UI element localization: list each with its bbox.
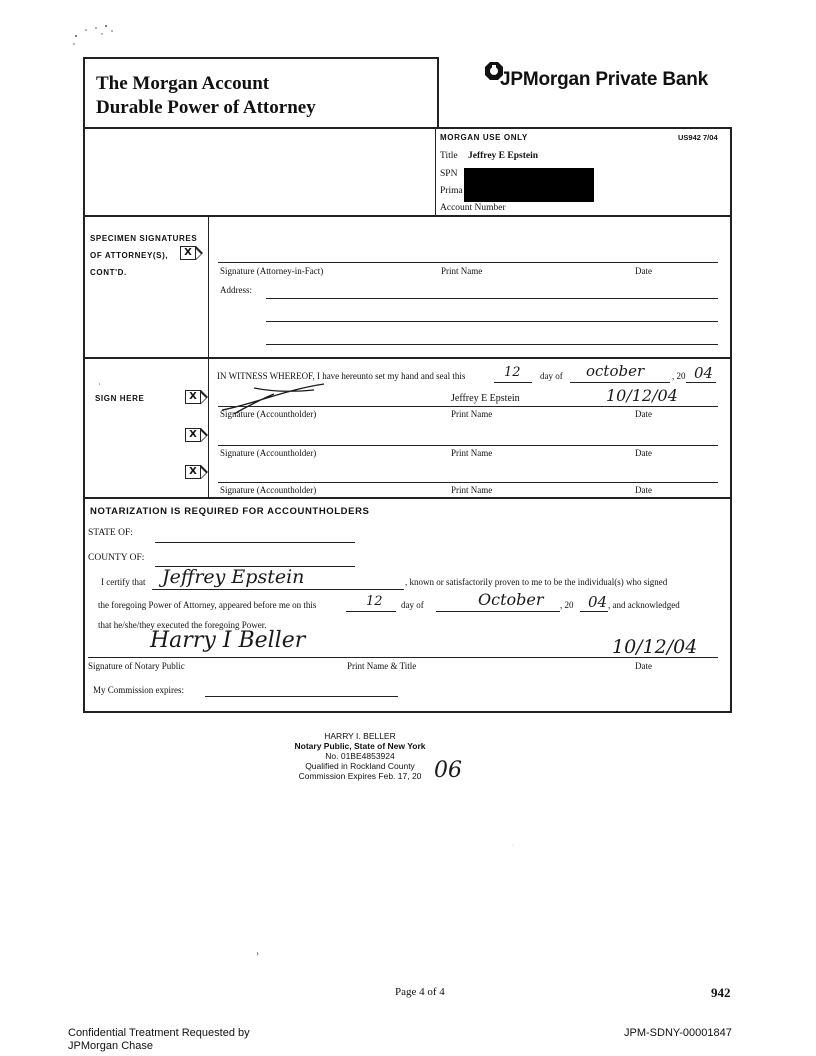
notary-day-of: day of <box>401 600 424 610</box>
title-value: Jeffrey E Epstein <box>468 151 539 161</box>
certify-text-b: , known or satisfactorily proven to me to be the individual(s) who signed <box>405 577 668 587</box>
stamp-year-handwritten: 06 <box>434 758 462 783</box>
notary-year: 04 <box>588 593 608 611</box>
scan-speckles <box>72 22 117 52</box>
witness-month: october <box>586 362 645 380</box>
foregoing-text-a: the foregoing Power of Attorney, appeared before me on this <box>98 600 317 610</box>
address-label: Address: <box>220 285 252 295</box>
print-name-title-label: Print Name & Title <box>347 661 417 671</box>
state-label: STATE OF: <box>88 528 133 538</box>
attorney-signature-label: Signature (Attorney-in-Fact) <box>220 266 324 276</box>
spn-label: SPN <box>440 169 458 179</box>
executed-text: that he/she/they executed the foregoing Power. <box>98 620 267 630</box>
confidential-notice: Confidential Treatment Requested by JPMorgan Chase <box>68 1027 250 1052</box>
accountholder-print-label-2: Print Name <box>451 448 493 458</box>
witness-year-prefix: , 20 <box>672 371 686 381</box>
title-label: Title <box>440 151 458 161</box>
sign-arrow-icon-1: X <box>185 390 201 404</box>
redaction-box <box>464 168 594 202</box>
account-number-label: Account Number <box>440 203 506 213</box>
witness-day-of: day of <box>540 371 563 381</box>
witness-day: 12 <box>504 365 521 380</box>
page-code: 942 <box>711 985 731 1000</box>
form-code: US942 7/04 <box>678 133 718 142</box>
notary-date-label: Date <box>635 661 652 671</box>
notary-month: October <box>478 590 544 609</box>
commission-label: My Commission expires: <box>93 685 185 695</box>
brand-name: JPMorgan Private Bank <box>500 69 709 90</box>
accountholder-print-label-3: Print Name <box>451 485 493 495</box>
morgan-use-heading: MORGAN USE ONLY <box>440 133 528 142</box>
accountholder-print-label-1: Print Name <box>451 409 493 419</box>
prima-label: Prima <box>440 186 463 196</box>
sign-arrow-icon-2: X <box>185 428 201 442</box>
stamp-line5: Commission Expires Feb. 17, 20 <box>298 771 422 781</box>
certify-text-a: I certify that <box>101 577 146 587</box>
accountholder-date: 10/12/04 <box>606 386 678 405</box>
certify-name: Jeffrey Epstein <box>162 566 305 588</box>
witness-year: 04 <box>694 364 714 382</box>
title-line1: The Morgan Account <box>96 73 270 94</box>
attorney-date-label: Date <box>635 266 652 276</box>
page-number: Page 4 of 4 <box>395 986 445 998</box>
notary-signature-label: Signature of Notary Public <box>88 661 185 671</box>
sign-here-label: SIGN HERE <box>95 394 145 403</box>
notary-signature: Harry I Beller <box>150 628 306 653</box>
accountholder-date-label-3: Date <box>635 485 652 495</box>
attorney-print-name-label: Print Name <box>441 266 483 276</box>
bates-number: JPM-SDNY-00001847 <box>624 1027 732 1039</box>
notary-day: 12 <box>366 594 383 609</box>
witness-text: IN WITNESS WHEREOF, I have hereunto set my hand and seal this <box>217 371 466 381</box>
printed-accountholder-name: Jeffrey E Epstein <box>451 393 520 404</box>
specimen-sign-arrow-icon: X <box>180 246 196 260</box>
sign-arrow-icon-3: X <box>185 465 201 479</box>
notary-heading: NOTARIZATION IS REQUIRED FOR ACCOUNTHOLDERS <box>90 506 370 517</box>
notary-stamp: HARRY I. BELLER Notary Public, State of New York No. 01BE4853924 Qualified in Rockland County Commission Expires Feb. 17, 20 <box>270 731 450 781</box>
accountholder-date-label-2: Date <box>635 448 652 458</box>
specimen-heading: SPECIMEN SIGNATURES OF ATTORNEY(S), CONT'D. <box>90 234 198 277</box>
accountholder-date-label-1: Date <box>635 409 652 419</box>
foregoing-text-b: , and acknowledged <box>608 600 680 610</box>
accountholder-sig-label-2: Signature (Accountholder) <box>220 448 317 458</box>
county-label: COUNTY OF: <box>88 553 145 563</box>
notary-year-prefix: , 20 <box>560 600 574 610</box>
document-page: The Morgan Account Durable Power of Attorney JPMorgan Private Bank MORGAN USE ONLY US942 7/04 Title Jeffrey E Epstein SPN Prima Account Number SPECIMEN SIGNATURES OF ATTORNEY(S), CONT'D. X Signature (Attorney-in-Fact) Print Name Date Address: · SIGN HERE X X X IN WITNESS WHEREOF, I have hereunto set my hand and seal this 12 day of october , 20 04 Jeffrey E Epstein 10/12/04 Signature (Accountholder) Print Name Date Signature (Accountholder) Print Name Date Signature (Accountholder) Print Name Date NOTARIZATION IS REQUIRED FOR ACCOUNTHOLDERS STATE OF: COUNTY OF: I certify that Jeffrey Epstein , known or satisfactorily proven to me to be the individual(s) who signed the foregoing Power of Attorney, appeared before me on this 12 day of October , 20 04 , and acknowledged that he/she/they executed the foregoing Power. Harry I Beller Signature of Notary Public Print Name & Title Date 10/12/04 My Commission expires: HARRY I. BELLER Notary Public, State of New York No. 01BE4853924 Qualified in Rockland County Commission Expires Feb. 17, 20 06 · › Page 4 of 4 942 Confidential Treatment Requested by JPMorgan Chase JPM-SDNY-00001847 <box>0 0 816 1056</box>
form-title <box>96 72 316 120</box>
accountholder-sig-label-3: Signature (Accountholder) <box>220 485 317 495</box>
title-line2: Durable Power of Attorney <box>96 97 316 118</box>
notary-date: 10/12/04 <box>612 636 698 658</box>
accountholder-sig-label-1: Signature (Accountholder) <box>220 409 317 419</box>
